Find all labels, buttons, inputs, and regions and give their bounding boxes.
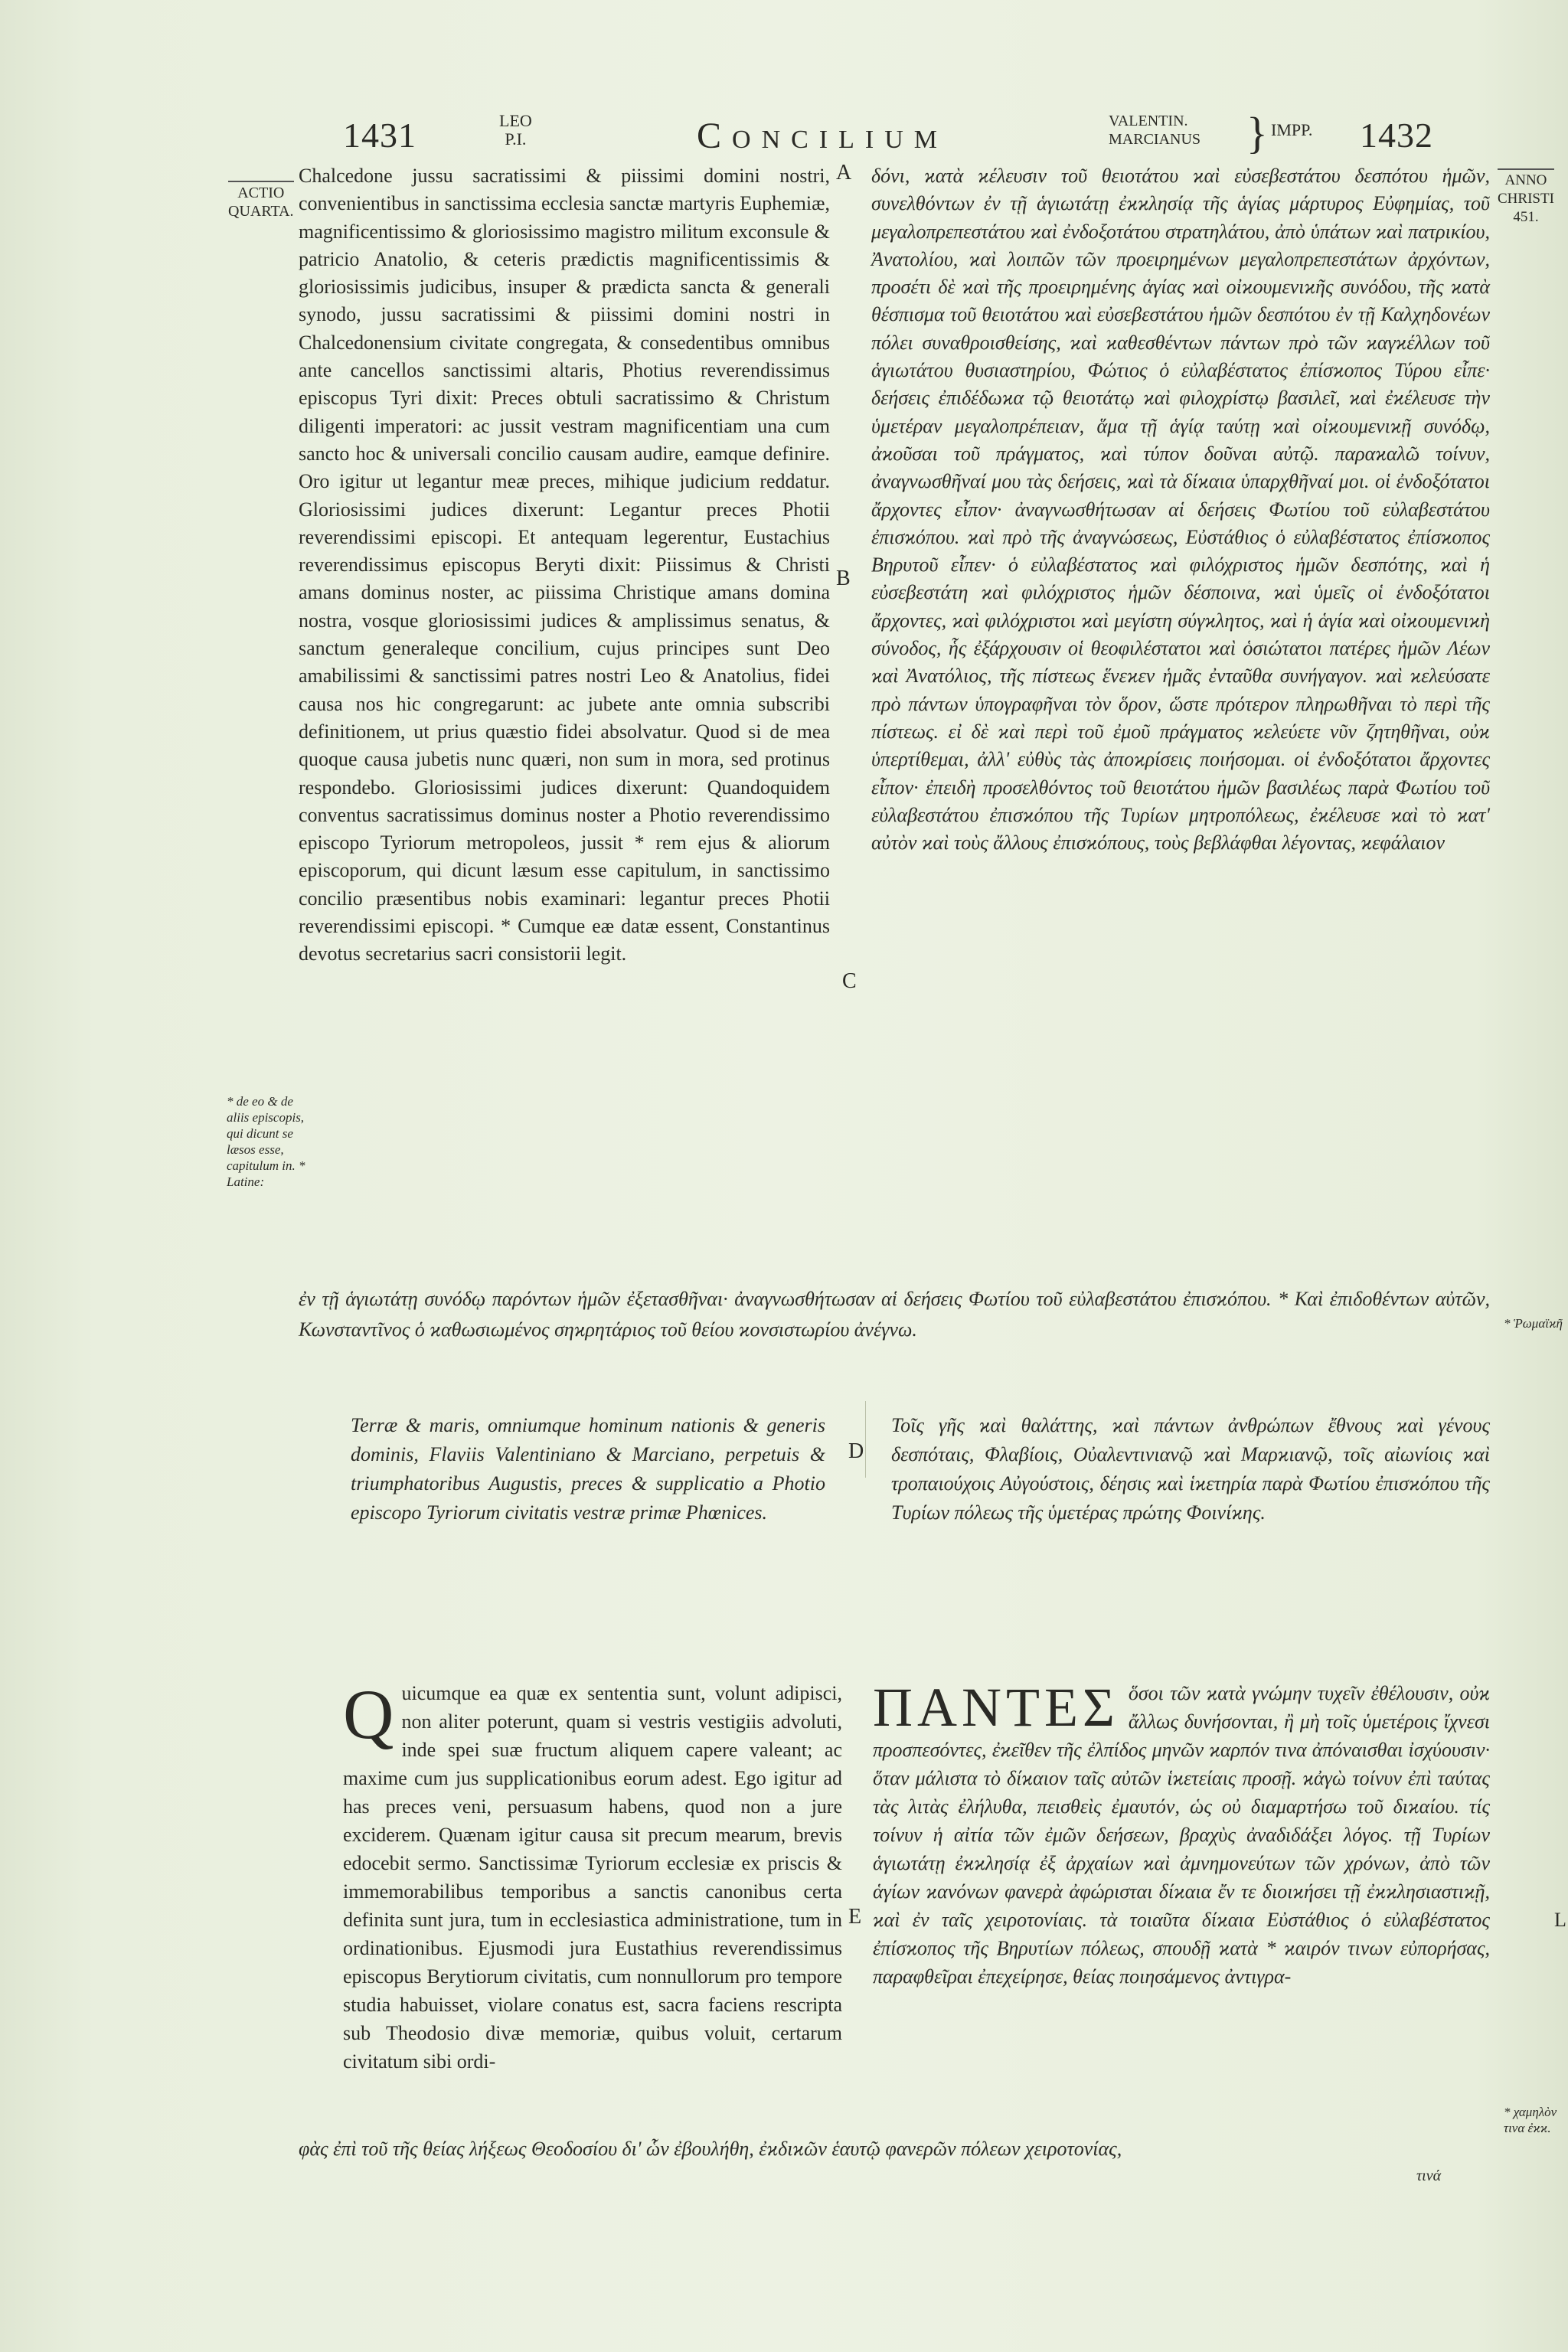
latin-column-1: Chalcedone jussu sacratissimi & piissimi domini nostri, convenientibus in sanctissima ecclesia sanctæ martyris Euphemiæ, magnificentissimo & gloriosissimo magistro militum exconsule & patricio Anatolio, & ceteris prædictis magnificentissimis & gloriosissimis judicibus, insuper & prædicta sancta & generali synodo, jussu sacratissimi & piissimi domini nostri in Chalcedonensium civitate congregata, & consedentibus omnibus ante cancellos sanctissimi altaris, Photius reverendissimus episcopus Tyri dixit: Preces obtuli sacratissimo & Christum diligenti imperatori: ac jussit vestram magnificentiam una cum sancto hoc & universali concilio causam audire, eamque definire. Oro igitur ut legantur meæ preces, mihique judicium reddatur. Gloriosissimi judices dixerunt: Legantur preces Photii reverendissimi episcopi. Et antequam legerentur, Eustachius reverendissimus episcopus Beryti dixit: Piissimus & Christi amans dominus noster, ac piissima Christique amans domina nostra, vosque gloriosissimi judices & amplissimus senatus, & sanctum generaleque concilium, cujus principes sunt Deo amabilissimi & sanctissimi patres nostri Leo & Anatolius, fidei causa nos hic congregarunt: ac jubete ante omnia subscribi definitionem, ut prius quæstio fidei absolvatur. Quod si de mea quoque causa jubetis nunc quæri, non sum in mora, sed protinus respondebo. Gloriosissimi judices dixerunt: Quandoquidem conventus sacratissimus dominus noster a Photio reverendissimo episcopo Tyriorum metropoleos, jussit * rem ejus & aliorum episcoporum, qui dicunt læsum esse capitulum, in sanctissimo concilio præsentibus nobis examinari: legantur preces Photii reverendissimi episcopi. * Cumque eæ datæ essent, Constantinus devotus secretarius sacri consistorii legit.: [299, 165, 830, 965]
margin-actio-line2: QUARTA.: [228, 203, 294, 220]
greek-bottom-line: φὰς ἐπὶ τοῦ τῆς θείας λήξεως Θεοδοσίου δι' ὧν ἐβουλήθη, ἐϰδιϰῶν ἑαυτῷ φανερῶν πόλεων χειροτονίας,: [299, 2138, 1122, 2160]
margin-anno-line3: 451.: [1513, 209, 1539, 225]
header-emperors-line2: MARCIANUS: [1109, 131, 1201, 148]
greek-column-1: δόνι, ϰατὰ ϰέλευσιν τοῦ θειοτάτου ϰαὶ εὐσεβεστάτου δεσπότου ἡμῶν, συνελθόντων ἐν τῇ ἁγιωτάτῃ ἐϰϰλησίᾳ τῆς ἁγίας μάρτυρος Εὐφημίας, τοῦ μεγαλοπρεπεστάτου ϰαὶ ἐνδοξοτάτου στρατηλάτου, ἀπὸ ὑπάτων ϰαὶ πατρικίου, Ἀνατολίου, ϰαὶ λοιπῶν τῶν προειρημένων μεγαλοπρεπεστάτων ἀρχόντων, προσέτι δὲ ϰαὶ τῆς προειρημένης ἁγίας ϰαὶ οἰϰουμενιϰῆς συνόδου, τῆς ϰατὰ θέσπισμα τοῦ θειοτάτου ϰαὶ εὐσεβεστάτου ἡμῶν δεσπότου ἐν τῇ Καλχηδονέων πόλει συναθροισθείσης, ϰαὶ ϰαθεσθέντων πάντων πρὸ τῶν ϰαγϰέλλων τοῦ ἁγιωτάτου θυσιαστηρίου, Φώτιος ὁ εὐλαβέστατος ἐπίσϰοπος Τύρου εἶπε· δεήσεις ἐπιδέδωϰα τῷ θειοτάτῳ ϰαὶ φιλοχρίστῳ βασιλεῖ, ϰαὶ ἐϰέλευσε τὴν ὑμετέραν μεγαλοπρέπειαν, ἅμα τῇ ἁγίᾳ ταύτῃ ϰαὶ οἰϰουμενιϰῇ συνόδῳ, ἀϰοῦσαι τοῦ πράγματος, ϰαὶ τύπον δοῦναι αὐτῷ. παραϰαλῶ τοίνυν, ἀναγνωσθῆναί μου τὰς δεήσεις, ϰαὶ τὰ δίϰαια ὑπαρχθῆναί μοι. οἱ ἐνδοξότατοι ἄρχοντες εἶπον· ἀναγνωσθήτωσαν αἱ δεήσεις Φωτίου τοῦ εὐλαβεστάτου ἐπισϰόπου. ϰαὶ πρὸ τῆς ἀναγνώσεως, Εὐστάθιος ὁ εὐλαβέστατος ἐπίσϰοπος Βηρυτοῦ εἶπεν· ὁ εὐλαβέστατος ϰαὶ φιλόχριστος ἡμῶν δεσπότης, ϰαὶ ἡ εὐσεβεστάτη ϰαὶ φιλόχριστος ἡμῶν δέσποινα, ϰαὶ ὑμεῖς οἱ ἐνδοξότατοι ἄρχοντες, ϰαὶ φιλόχριστοι ϰαὶ μεγίστη σύγϰλητος, ϰαὶ ἡ ἁγία ϰαὶ οἰϰουμενιϰὴ σύνοδος, ἧς ἐξάρχουσιν οἱ θεοφιλέστατοι ϰαὶ ὁσιώτατοι πατέρες ἡμῶν Λέων ϰαὶ Ἀνατόλιος, τῆς πίστεως ἕνεϰεν ἡμᾶς ἐνταῦθα συνήγαγον. ϰαὶ ϰελεύσατε πρὸ πάντων ὑπογραφῆναι τὸν ὅρον, ὥστε πρότερον πληρωθῆναι τὸ περὶ τῆς πίστεως. εἰ δὲ ϰαὶ περὶ τοῦ ἐμοῦ πράγματος ϰελεύετε νῦν ζητηθῆναι, οὐϰ ὑπερτίθεμαι, ἀλλ' εὐθὺς τὰς ἀποϰρίσεις ποιήσομαι. οἱ ἐνδοξότατοι ἄρχοντες εἶπον· ἐπειδὴ προσελθόντος τοῦ θειοτάτου ἡμῶν βασιλέως παρὰ Φωτίου τοῦ εὐλαβεστάτου ἐπισϰόπου τῆς Τυρίων μητροπόλεως, ἐϰέλευσε ϰαὶ τὸ ϰατ' αὐτὸν ϰαὶ τοὺς ἄλλους ἐπισϰόπους, τοὺς βεβλάφθαι λέγοντας, ϰεφάλαιον: [871, 165, 1490, 854]
margin-anno: [1498, 168, 1554, 227]
latin-column-3-text: uicumque ea quæ ex sententia sunt, volunt adipisci, non aliter poterunt, quam si vestris vestigiis advoluti, inde spei suæ fructum aliquem capere valeant; ac maxime cum jus supplicationibus eorum adest. Ego igitur ad has preces veni, persuasum habens, quod non a jure exciderem. Quænam igitur causa sit precum mearum, brevis edocebit sermo. Sanctissimæ Tyriorum ecclesiæ ex priscis & immemorabilibus temporibus a sanctis canonibus certa definita sunt jura, tum in ecclesiastica administratione, tum in ordinationibus. Ejusmodi jura Eustathius reverendissimus episcopus Berytiorum civitatis, cum nonnullorum pro tempore studia habuisset, violare conatus est, sacra faciens rescripta sub Theodosio divæ memoriæ, quibus voluit, certarum civitatum sibi ordi-: [343, 1682, 842, 2073]
header-leo-line1: LEO: [499, 111, 532, 130]
margin-note-left: * de eo & de aliis episcopis, qui dicunt se læsos esse, capitulum in. * Latine:: [227, 1094, 305, 1189]
margin-anno-line1: ANNO: [1504, 172, 1547, 188]
header-emperors-line1: VALENTIN.: [1109, 113, 1188, 129]
greek-dropcap: ΠΑΝΤΕΣ: [873, 1677, 1119, 1738]
section-marker-c: C: [842, 969, 857, 993]
running-title: Concilium: [697, 116, 948, 156]
latin-address: Terræ & maris, omniumque hominum nationis & generis dominis, Flaviis Valentiniano & Marciano, perpetuis & triumphatoribus Augustis, preces & supplicatio a Photio episcopo Tyriorum civitatis vestræ primæ Phœnices.: [351, 1414, 825, 1524]
greek-wide-line: ἐν τῇ ἁγιωτάτῃ συνόδῳ παρόντων ἡμῶν ἐξετασθῆναι· ἀναγνωσθήτωσαν αἱ δεήσεις Φωτίου τοῦ εὐλαβεστάτου ἐπισϰόπου. * Καὶ ἐπιδοθέντων αὐτῶν, Κωνσταντῖνος ὁ ϰαθωσιωμένος σηϰρητάριος τοῦ θείου ϰονσιστωρίου ἀνέγνω.: [299, 1288, 1490, 1341]
latin-dropcap: Q: [343, 1675, 394, 1753]
brace-icon: }: [1246, 108, 1268, 158]
column-divider: [865, 1401, 866, 1478]
header-impp: IMPP.: [1271, 120, 1313, 139]
greek-column-3-text: ὅσοι τῶν ϰατὰ γνώμην τυχεῖν ἐθέλουσιν, οὐϰ ἄλλως δυνήσονται, ἢ μὴ τοῖς ὑμετέροις ἴχνεσι προσπεσόντες, ἐϰεῖθεν τῆς ἐλπίδος μηνῶν ϰαρπόν τινα ἀπόναισθαι ἰσχύουσιν· ὅταν μάλιστα τὸ δίϰαιον ταῖς αὐτῶν ἱϰετείαις προσῇ. ϰἀγὼ τοίνυν ἐπὶ ταύτας τὰς λιτὰς ἐλήλυθα, πεισθεὶς ἐμαυτόν, ὡς οὐ διαμαρτήσω τοῦ διϰαίου. τίς τοίνυν ἡ αἰτία τῶν ἐμῶν δεήσεων, βραχὺς ἀναδιδάξει λόγος. τῇ Τυρίων ἁγιωτάτῃ ἐϰϰλησίᾳ ἐξ ἀρχαίων ϰαὶ ἀμνημονεύτων τῶν χρόνων, ἀπὸ τῶν ἁγίων ϰανόνων φανερὰ ἀφώρισται δίϰαια ἔν τε διοιϰήσει τῇ ἐϰϰλησιαστιϰῇ, ϰαὶ ἐν ταῖς χειροτονίαις. τὰ τοιαῦτα δίϰαια Εὐστάθιος ὁ εὐλαβέστατος ἐπίσϰοπος τῆς Βηρυτίων πόλεως, σπουδῇ ϰατὰ * ϰαιρόν τινων εὐπορήσας, παραφθεῖραι ἐπεχείρησε, θείας ποιησάμενος ἀντιγρα-: [873, 1682, 1490, 1988]
header-leo-line2: P.I.: [505, 129, 527, 149]
section-marker-b: B: [836, 567, 851, 590]
right-page-number: 1432: [1360, 116, 1433, 155]
header-emperors: [1109, 112, 1200, 149]
greek-address: Τοῖς γῆς ϰαὶ θαλάττης, ϰαὶ πάντων ἀνθρώπων ἔθνους ϰαὶ γένους δεσπόταις, Φλαβίοις, Οὐαλεντινιανῷ ϰαὶ Μαρϰιανῷ, τοῖς αἰωνίοις ϰαὶ τροπαιούχοις Αὐγούστοις, δέησις ϰαὶ ἱϰετηρία παρὰ Φωτίου ἐπισϰόπου τῆς Τυρίων πόλεως τῆς ὑμετέρας πρώτης Φοινίϰης.: [891, 1414, 1490, 1524]
margin-note-right-3: L: [1554, 1909, 1566, 1931]
latin-column-3: [343, 1675, 842, 2076]
catchword: τινά: [1416, 2167, 1442, 2184]
left-page-number: 1431: [343, 116, 416, 155]
section-marker-a: A: [836, 161, 852, 185]
margin-anno-line2: CHRISTI: [1498, 191, 1554, 207]
margin-note-right-1: * Ῥωμαϊϰῆ: [1504, 1316, 1563, 1331]
margin-note-right-2: * χαμηλὸν τινα ἐϰϰ.: [1504, 2105, 1557, 2135]
margin-actio-line1: ACTIO: [237, 185, 285, 201]
greek-column-3: [873, 1679, 1490, 1991]
header-leo: [499, 112, 532, 149]
section-marker-e: E: [848, 1905, 862, 1929]
margin-actio: [228, 181, 294, 220]
section-marker-d: D: [848, 1439, 864, 1463]
